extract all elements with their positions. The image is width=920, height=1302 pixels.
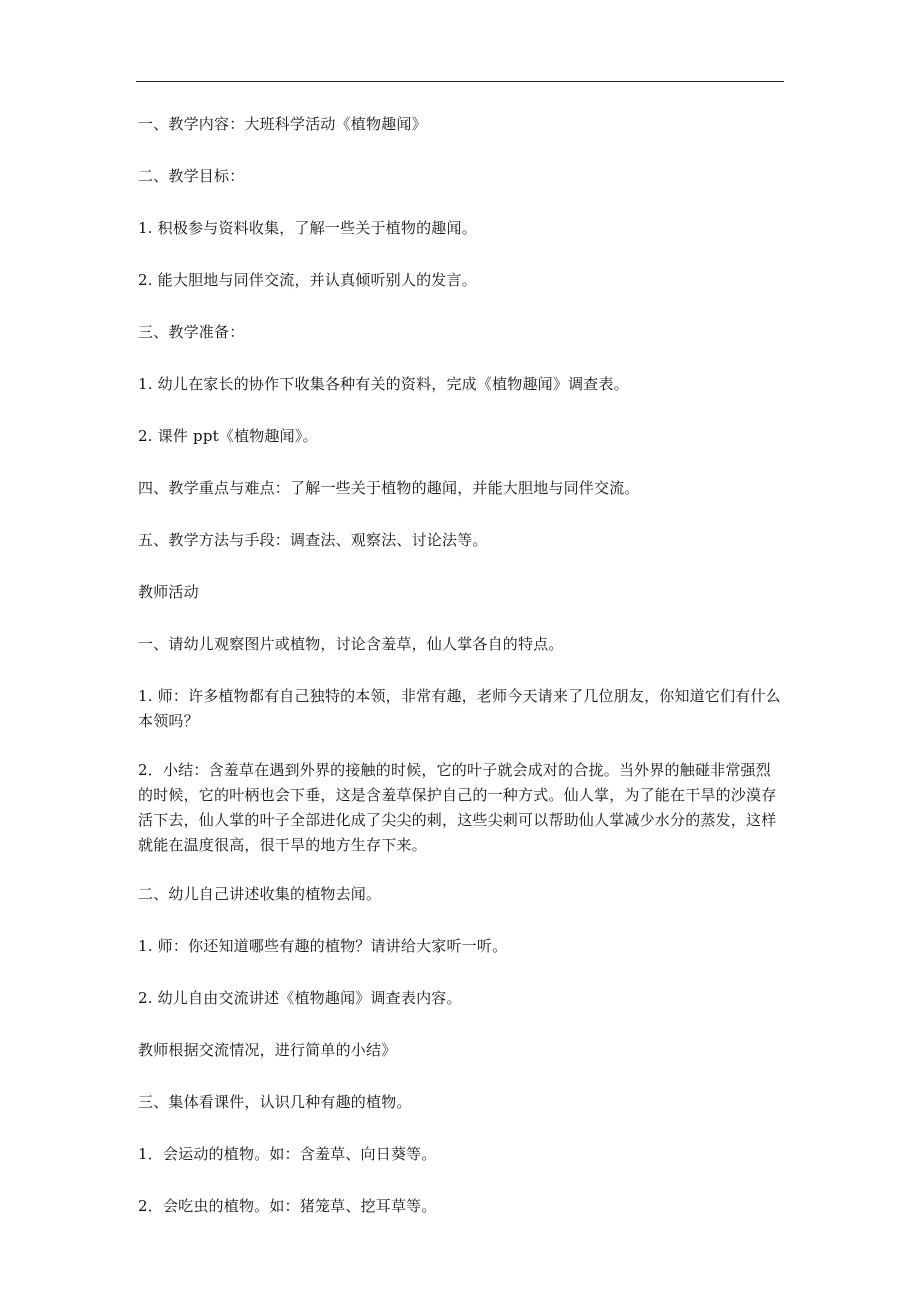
preparation-item-2: 2. 课件 ppt《植物趣闻》。 [138,427,318,445]
activity-step-3-item-2: 2．会吃虫的植物。如：猪笼草、挖耳草等。 [138,1197,437,1215]
activity-step-2-item-1: 1. 师：你还知道哪些有趣的植物？请讲给大家听一听。 [138,937,508,955]
section-key-points: 四、教学重点与难点：了解一些关于植物的趣闻，并能大胆地与同伴交流。 [138,479,640,497]
section-preparation-heading: 三、教学准备： [138,323,245,341]
section-goals-heading: 二、教学目标： [138,167,245,185]
activity-step-2-summary: 教师根据交流情况，进行简单的小结》 [138,1041,397,1059]
preparation-item-1: 1. 幼儿在家长的协作下收集各种有关的资料，完成《植物趣闻》调查表。 [138,375,629,393]
goal-item-1: 1. 积极参与资料收集，了解一些关于植物的趣闻。 [138,219,477,237]
activity-step-1-summary: 2．小结：含羞草在遇到外界的接触的时候，它的叶子就会成对的合拢。当外界的触碰非常强烈的时候，它的叶柄也会下垂，这是含羞草保护自己的一种方式。仙人掌，为了能在干旱的沙漠存活下去，仙人掌的叶子全部进化成了尖尖的刺，这些尖刺可以帮助仙人掌减少水分的蒸发，这样就能在温度很高，很干旱的地方生存下来。 [138,761,777,854]
goal-item-2: 2. 能大胆地与同伴交流，并认真倾听别人的发言。 [138,271,477,289]
document-body [138,112,786,1246]
activity-step-2-item-2: 2. 幼儿自由交流讲述《植物趣闻》调查表内容。 [138,989,462,1007]
section-content-heading: 一、教学内容：大班科学活动《植物趣闻》 [138,115,427,133]
header-rule [136,81,784,82]
section-methods: 五、教学方法与手段：调查法、观察法、讨论法等。 [138,531,488,549]
activity-step-3-heading: 三、集体看课件，认识几种有趣的植物。 [138,1093,412,1111]
activity-step-1-heading: 一、请幼儿观察图片或植物，讨论含羞草，仙人掌各自的特点。 [138,635,564,653]
activity-step-1-item-1: 1. 师：许多植物都有自己独特的本领，非常有趣，老师今天请来了几位朋友，你知道它们有什么本领吗？ [138,687,781,730]
activity-step-3-item-1: 1．会运动的植物。如：含羞草、向日葵等。 [138,1145,437,1163]
teacher-activity-heading: 教师活动 [138,583,199,601]
activity-step-2-heading: 二、幼儿自己讲述收集的植物去闻。 [138,885,382,903]
